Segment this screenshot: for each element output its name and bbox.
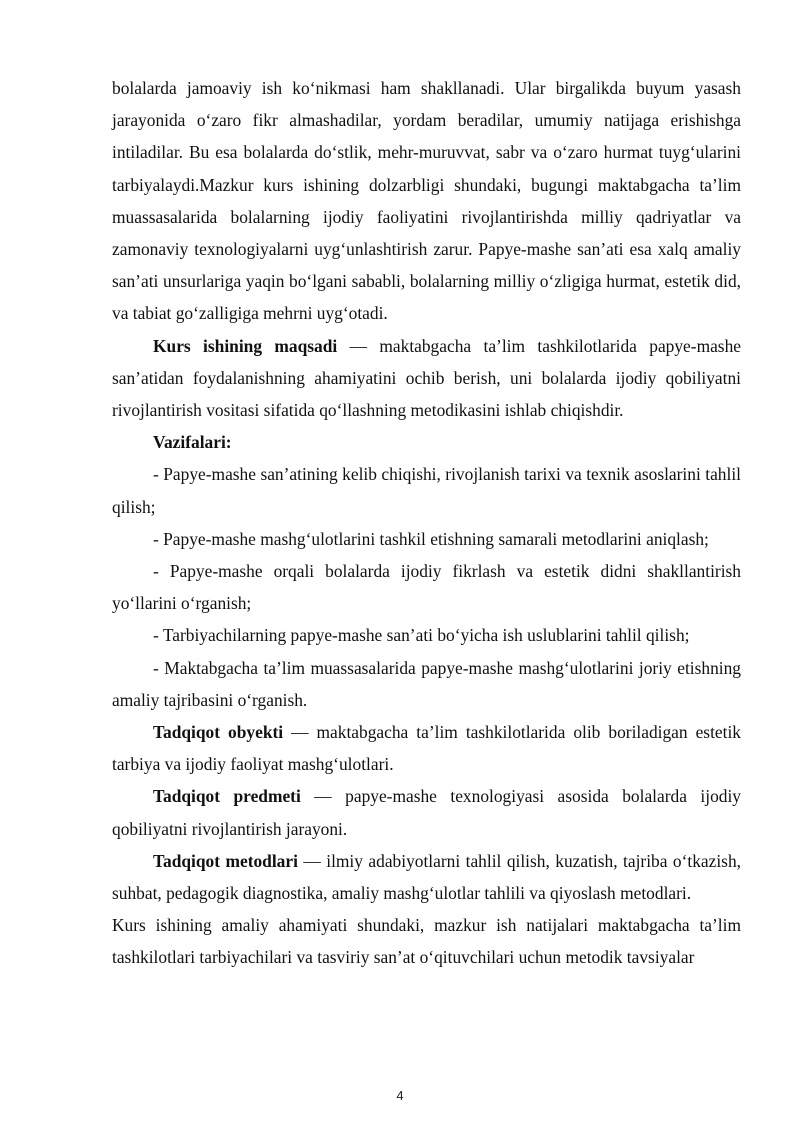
task-item: - Maktabgacha ta’lim muassasalarida papye-mashe mashg‘ulotlarini joriy etishning amaliy tajribasini o‘rganish. <box>112 657 741 710</box>
task-item: - Papye-mashe orqali bolalarda ijodiy fikrlash va estetik didni shakllantirish yo‘llarini o‘rganish; <box>112 561 741 614</box>
task-item: - Tarbiyachilarning papye-mashe san’ati bo‘yicha ish uslublarini tahlil qilish; <box>153 625 690 646</box>
goal-paragraph <box>112 330 741 427</box>
document-page <box>112 72 741 974</box>
intro-paragraph: bolalarda jamoaviy ish ko‘nikmasi ham shakllanadi. Ular birgalikda buyum yasash jarayonida o‘zaro fikr almashadilar, yordam beradilar, umumiy natijaga erishishga intiladilar. Bu esa bolalarda do‘stlik, mehr-muruvvat, sabr va o‘zaro hurmat tuyg‘ularini tarbiyalaydi.Mazkur kurs ishining dolzarbligi shundaki, bugungi maktabgacha ta’lim muassasalarida bolalarning ijodiy faoliyatini rivojlantirishda milliy qadriyatlar va zamonaviy texnologiyalarni uyg‘unlashtirish zarur. Papye-mashe san’ati esa xalq amaliy san’ati unsurlariga yaqin bo‘lgani sababli, bolalarning milliy o‘zligiga hurmat, estetik did, va tabiat go‘zalligiga mehrni uyg‘otadi. <box>112 78 741 324</box>
object-heading: Tadqiqot obyekti <box>153 722 284 743</box>
subject-text: — papye-mashe texnologiyasi asosida bolalarda ijodiy qobiliyatni rivojlantirish jarayoni. <box>112 786 741 839</box>
methods-paragraph <box>112 845 741 909</box>
goal-text: — maktabgacha ta’lim tashkilotlarida papye-mashe san’atidan foydalanishning ahamiyatini ochib berish, uni bolalarda ijodiy qobiliyatni rivojlantirish vositasi sifatida qo‘llashning metodikasini ishlab chiqishdir. <box>112 335 741 421</box>
tasks-heading-paragraph <box>112 426 741 458</box>
subject-paragraph <box>112 780 741 844</box>
object-text: — maktabgacha ta’lim tashkilotlarida olib boriladigan estetik tarbiya va ijodiy faoliyat mashg‘ulotlari. <box>112 722 741 775</box>
tasks-heading: Vazifalari: <box>153 432 232 453</box>
object-paragraph <box>112 716 741 780</box>
subject-heading: Tadqiqot predmeti <box>153 786 301 807</box>
task-item: - Papye-mashe san’atining kelib chiqishi, rivojlanish tarixi va texnik asoslarini tahlil qilish; <box>112 464 741 517</box>
goal-heading: Kurs ishining maqsadi <box>153 335 338 356</box>
methods-text: — ilmiy adabiyotlarni tahlil qilish, kuzatish, tajriba o‘tkazish, suhbat, pedagogik diagnostika, amaliy mashg‘ulotlar tahlili va qiyoslash metodlari. <box>112 850 741 904</box>
task-item: - Papye-mashe mashg‘ulotlarini tashkil etishning samarali metodlarini aniqlash; <box>153 528 709 549</box>
page-number: 4 <box>396 1088 404 1103</box>
practical-significance-paragraph: Kurs ishining amaliy ahamiyati shundaki, mazkur ish natijalari maktabgacha ta’lim tashkilotlari tarbiyachilari va tasviriy san’at o‘qituvchilari uchun metodik tavsiyalar <box>112 915 741 968</box>
methods-heading: Tadqiqot metodlari <box>153 850 298 871</box>
